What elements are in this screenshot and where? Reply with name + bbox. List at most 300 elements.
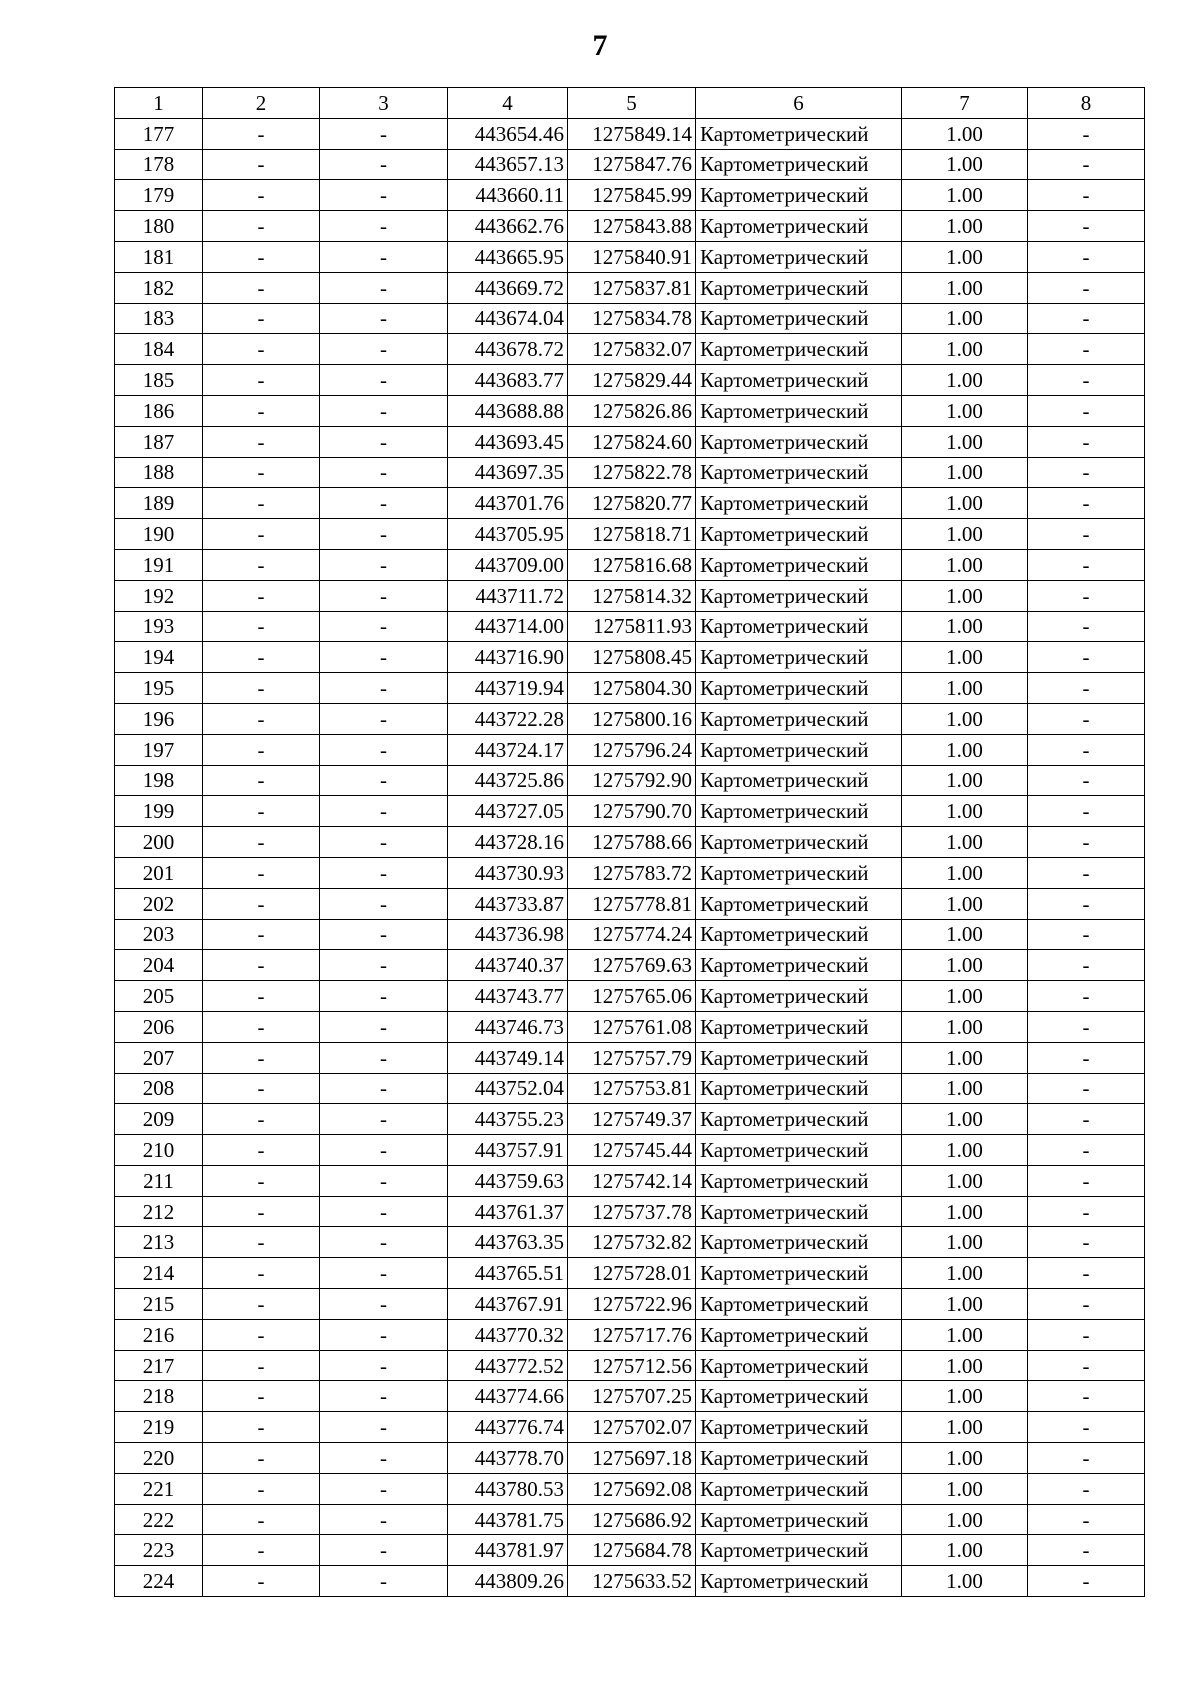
method-cell: Картометрический: [696, 796, 902, 827]
method-cell: Картометрический: [696, 334, 902, 365]
col2-cell: -: [203, 395, 320, 426]
col3-cell: -: [320, 1196, 448, 1227]
column-header: 4: [448, 88, 568, 119]
y-coordinate-cell: 1275792.90: [568, 765, 696, 796]
x-coordinate-cell: 443662.76: [448, 211, 568, 242]
col3-cell: -: [320, 211, 448, 242]
x-coordinate-cell: 443714.00: [448, 611, 568, 642]
col8-cell: -: [1028, 1104, 1145, 1135]
accuracy-cell: 1.00: [902, 1196, 1028, 1227]
col3-cell: -: [320, 1350, 448, 1381]
accuracy-cell: 1.00: [902, 1227, 1028, 1258]
method-cell: Картометрический: [696, 857, 902, 888]
x-coordinate-cell: 443763.35: [448, 1227, 568, 1258]
col3-cell: -: [320, 549, 448, 580]
accuracy-cell: 1.00: [902, 426, 1028, 457]
table-row: [115, 950, 1145, 981]
table-row: [115, 919, 1145, 950]
y-coordinate-cell: 1275692.08: [568, 1473, 696, 1504]
accuracy-cell: 1.00: [902, 1350, 1028, 1381]
x-coordinate-cell: 443716.90: [448, 642, 568, 673]
col3-cell: -: [320, 1381, 448, 1412]
table-row: [115, 827, 1145, 858]
col8-cell: -: [1028, 703, 1145, 734]
y-coordinate-cell: 1275814.32: [568, 580, 696, 611]
table-row: [115, 1289, 1145, 1320]
col2-cell: -: [203, 1566, 320, 1597]
method-cell: Картометрический: [696, 426, 902, 457]
col8-cell: -: [1028, 118, 1145, 149]
table-row: [115, 642, 1145, 673]
col8-cell: -: [1028, 1504, 1145, 1535]
y-coordinate-cell: 1275820.77: [568, 488, 696, 519]
x-coordinate-cell: 443778.70: [448, 1443, 568, 1474]
accuracy-cell: 1.00: [902, 1165, 1028, 1196]
y-coordinate-cell: 1275804.30: [568, 673, 696, 704]
table-row: [115, 1042, 1145, 1073]
col8-cell: -: [1028, 950, 1145, 981]
col8-cell: -: [1028, 1566, 1145, 1597]
y-coordinate-cell: 1275712.56: [568, 1350, 696, 1381]
col2-cell: -: [203, 211, 320, 242]
col3-cell: -: [320, 303, 448, 334]
table-row: [115, 1104, 1145, 1135]
method-cell: Картометрический: [696, 580, 902, 611]
table-body: [115, 118, 1145, 1596]
method-cell: Картометрический: [696, 1289, 902, 1320]
x-coordinate-cell: 443701.76: [448, 488, 568, 519]
accuracy-cell: 1.00: [902, 611, 1028, 642]
col8-cell: -: [1028, 919, 1145, 950]
col2-cell: -: [203, 241, 320, 272]
col2-cell: -: [203, 303, 320, 334]
point-number-cell: 210: [115, 1135, 203, 1166]
method-cell: Картометрический: [696, 673, 902, 704]
col2-cell: -: [203, 1258, 320, 1289]
table-row: [115, 149, 1145, 180]
method-cell: Картометрический: [696, 211, 902, 242]
point-number-cell: 192: [115, 580, 203, 611]
y-coordinate-cell: 1275707.25: [568, 1381, 696, 1412]
col3-cell: -: [320, 365, 448, 396]
y-coordinate-cell: 1275834.78: [568, 303, 696, 334]
accuracy-cell: 1.00: [902, 765, 1028, 796]
col2-cell: -: [203, 488, 320, 519]
accuracy-cell: 1.00: [902, 241, 1028, 272]
accuracy-cell: 1.00: [902, 1535, 1028, 1566]
table-header-row: [115, 88, 1145, 119]
point-number-cell: 203: [115, 919, 203, 950]
x-coordinate-cell: 443709.00: [448, 549, 568, 580]
col3-cell: -: [320, 1042, 448, 1073]
y-coordinate-cell: 1275843.88: [568, 211, 696, 242]
col3-cell: -: [320, 673, 448, 704]
accuracy-cell: 1.00: [902, 395, 1028, 426]
method-cell: Картометрический: [696, 1381, 902, 1412]
y-coordinate-cell: 1275753.81: [568, 1073, 696, 1104]
col8-cell: -: [1028, 365, 1145, 396]
col8-cell: -: [1028, 1042, 1145, 1073]
table-row: [115, 1196, 1145, 1227]
x-coordinate-cell: 443770.32: [448, 1319, 568, 1350]
accuracy-cell: 1.00: [902, 488, 1028, 519]
method-cell: Картометрический: [696, 1535, 902, 1566]
y-coordinate-cell: 1275790.70: [568, 796, 696, 827]
method-cell: Картометрический: [696, 1473, 902, 1504]
col8-cell: -: [1028, 1227, 1145, 1258]
x-coordinate-cell: 443809.26: [448, 1566, 568, 1597]
point-number-cell: 215: [115, 1289, 203, 1320]
y-coordinate-cell: 1275811.93: [568, 611, 696, 642]
col2-cell: -: [203, 334, 320, 365]
table-row: [115, 426, 1145, 457]
col2-cell: -: [203, 1135, 320, 1166]
column-header: 6: [696, 88, 902, 119]
col8-cell: -: [1028, 1535, 1145, 1566]
accuracy-cell: 1.00: [902, 1443, 1028, 1474]
col2-cell: -: [203, 827, 320, 858]
y-coordinate-cell: 1275742.14: [568, 1165, 696, 1196]
table-row: [115, 888, 1145, 919]
x-coordinate-cell: 443757.91: [448, 1135, 568, 1166]
col3-cell: -: [320, 1258, 448, 1289]
col8-cell: -: [1028, 580, 1145, 611]
col2-cell: -: [203, 857, 320, 888]
method-cell: Картометрический: [696, 180, 902, 211]
point-number-cell: 214: [115, 1258, 203, 1289]
x-coordinate-cell: 443765.51: [448, 1258, 568, 1289]
accuracy-cell: 1.00: [902, 1042, 1028, 1073]
column-header: 5: [568, 88, 696, 119]
x-coordinate-cell: 443772.52: [448, 1350, 568, 1381]
accuracy-cell: 1.00: [902, 857, 1028, 888]
point-number-cell: 178: [115, 149, 203, 180]
col8-cell: -: [1028, 1443, 1145, 1474]
table-row: [115, 1412, 1145, 1443]
point-number-cell: 194: [115, 642, 203, 673]
col8-cell: -: [1028, 642, 1145, 673]
point-number-cell: 182: [115, 272, 203, 303]
col3-cell: -: [320, 919, 448, 950]
y-coordinate-cell: 1275702.07: [568, 1412, 696, 1443]
method-cell: Картометрический: [696, 765, 902, 796]
col3-cell: -: [320, 1412, 448, 1443]
y-coordinate-cell: 1275778.81: [568, 888, 696, 919]
col2-cell: -: [203, 1104, 320, 1135]
accuracy-cell: 1.00: [902, 1566, 1028, 1597]
coordinates-table: [114, 87, 1145, 1597]
point-number-cell: 212: [115, 1196, 203, 1227]
col3-cell: -: [320, 611, 448, 642]
col8-cell: -: [1028, 1135, 1145, 1166]
col2-cell: -: [203, 1196, 320, 1227]
point-number-cell: 177: [115, 118, 203, 149]
col3-cell: -: [320, 149, 448, 180]
accuracy-cell: 1.00: [902, 457, 1028, 488]
x-coordinate-cell: 443722.28: [448, 703, 568, 734]
accuracy-cell: 1.00: [902, 334, 1028, 365]
col3-cell: -: [320, 426, 448, 457]
col8-cell: -: [1028, 981, 1145, 1012]
table-row: [115, 1073, 1145, 1104]
col3-cell: -: [320, 1535, 448, 1566]
method-cell: Картометрический: [696, 1443, 902, 1474]
point-number-cell: 188: [115, 457, 203, 488]
col3-cell: -: [320, 888, 448, 919]
col3-cell: -: [320, 580, 448, 611]
y-coordinate-cell: 1275808.45: [568, 642, 696, 673]
col8-cell: -: [1028, 395, 1145, 426]
x-coordinate-cell: 443725.86: [448, 765, 568, 796]
point-number-cell: 213: [115, 1227, 203, 1258]
point-number-cell: 208: [115, 1073, 203, 1104]
accuracy-cell: 1.00: [902, 1381, 1028, 1412]
col8-cell: -: [1028, 888, 1145, 919]
x-coordinate-cell: 443727.05: [448, 796, 568, 827]
point-number-cell: 206: [115, 1011, 203, 1042]
point-number-cell: 209: [115, 1104, 203, 1135]
y-coordinate-cell: 1275686.92: [568, 1504, 696, 1535]
y-coordinate-cell: 1275800.16: [568, 703, 696, 734]
col2-cell: -: [203, 1042, 320, 1073]
point-number-cell: 218: [115, 1381, 203, 1412]
col8-cell: -: [1028, 334, 1145, 365]
col8-cell: -: [1028, 734, 1145, 765]
col3-cell: -: [320, 703, 448, 734]
accuracy-cell: 1.00: [902, 303, 1028, 334]
y-coordinate-cell: 1275849.14: [568, 118, 696, 149]
col3-cell: -: [320, 981, 448, 1012]
method-cell: Картометрический: [696, 395, 902, 426]
col8-cell: -: [1028, 1350, 1145, 1381]
y-coordinate-cell: 1275749.37: [568, 1104, 696, 1135]
col8-cell: -: [1028, 549, 1145, 580]
x-coordinate-cell: 443736.98: [448, 919, 568, 950]
y-coordinate-cell: 1275769.63: [568, 950, 696, 981]
point-number-cell: 204: [115, 950, 203, 981]
point-number-cell: 221: [115, 1473, 203, 1504]
col3-cell: -: [320, 241, 448, 272]
col3-cell: -: [320, 1135, 448, 1166]
col3-cell: -: [320, 1104, 448, 1135]
method-cell: Картометрический: [696, 149, 902, 180]
col3-cell: -: [320, 765, 448, 796]
point-number-cell: 205: [115, 981, 203, 1012]
x-coordinate-cell: 443759.63: [448, 1165, 568, 1196]
point-number-cell: 187: [115, 426, 203, 457]
table-row: [115, 611, 1145, 642]
col2-cell: -: [203, 365, 320, 396]
x-coordinate-cell: 443683.77: [448, 365, 568, 396]
method-cell: Картометрический: [696, 1104, 902, 1135]
point-number-cell: 197: [115, 734, 203, 765]
col2-cell: -: [203, 549, 320, 580]
col2-cell: -: [203, 765, 320, 796]
table-row: [115, 857, 1145, 888]
accuracy-cell: 1.00: [902, 950, 1028, 981]
accuracy-cell: 1.00: [902, 519, 1028, 550]
col2-cell: -: [203, 703, 320, 734]
y-coordinate-cell: 1275774.24: [568, 919, 696, 950]
col2-cell: -: [203, 426, 320, 457]
col2-cell: -: [203, 1412, 320, 1443]
col8-cell: -: [1028, 1381, 1145, 1412]
col8-cell: -: [1028, 1412, 1145, 1443]
y-coordinate-cell: 1275824.60: [568, 426, 696, 457]
y-coordinate-cell: 1275732.82: [568, 1227, 696, 1258]
col8-cell: -: [1028, 1196, 1145, 1227]
table-row: [115, 272, 1145, 303]
col3-cell: -: [320, 1165, 448, 1196]
accuracy-cell: 1.00: [902, 827, 1028, 858]
table-row: [115, 180, 1145, 211]
method-cell: Картометрический: [696, 118, 902, 149]
col2-cell: -: [203, 1535, 320, 1566]
col2-cell: -: [203, 1504, 320, 1535]
table-row: [115, 1443, 1145, 1474]
x-coordinate-cell: 443752.04: [448, 1073, 568, 1104]
method-cell: Картометрический: [696, 1566, 902, 1597]
table-row: [115, 580, 1145, 611]
col2-cell: -: [203, 519, 320, 550]
col8-cell: -: [1028, 211, 1145, 242]
table-row: [115, 395, 1145, 426]
method-cell: Картометрический: [696, 888, 902, 919]
x-coordinate-cell: 443755.23: [448, 1104, 568, 1135]
col2-cell: -: [203, 950, 320, 981]
x-coordinate-cell: 443733.87: [448, 888, 568, 919]
point-number-cell: 211: [115, 1165, 203, 1196]
col8-cell: -: [1028, 488, 1145, 519]
y-coordinate-cell: 1275837.81: [568, 272, 696, 303]
point-number-cell: 222: [115, 1504, 203, 1535]
col2-cell: -: [203, 796, 320, 827]
table-row: [115, 734, 1145, 765]
x-coordinate-cell: 443780.53: [448, 1473, 568, 1504]
accuracy-cell: 1.00: [902, 580, 1028, 611]
y-coordinate-cell: 1275765.06: [568, 981, 696, 1012]
x-coordinate-cell: 443740.37: [448, 950, 568, 981]
col3-cell: -: [320, 334, 448, 365]
col8-cell: -: [1028, 303, 1145, 334]
point-number-cell: 186: [115, 395, 203, 426]
accuracy-cell: 1.00: [902, 703, 1028, 734]
col3-cell: -: [320, 950, 448, 981]
method-cell: Картометрический: [696, 919, 902, 950]
col3-cell: -: [320, 734, 448, 765]
y-coordinate-cell: 1275832.07: [568, 334, 696, 365]
column-header: 8: [1028, 88, 1145, 119]
x-coordinate-cell: 443693.45: [448, 426, 568, 457]
y-coordinate-cell: 1275737.78: [568, 1196, 696, 1227]
col2-cell: -: [203, 611, 320, 642]
col2-cell: -: [203, 673, 320, 704]
table-row: [115, 1535, 1145, 1566]
accuracy-cell: 1.00: [902, 365, 1028, 396]
col2-cell: -: [203, 981, 320, 1012]
point-number-cell: 207: [115, 1042, 203, 1073]
x-coordinate-cell: 443724.17: [448, 734, 568, 765]
col2-cell: -: [203, 888, 320, 919]
table-row: [115, 211, 1145, 242]
x-coordinate-cell: 443697.35: [448, 457, 568, 488]
point-number-cell: 219: [115, 1412, 203, 1443]
y-coordinate-cell: 1275697.18: [568, 1443, 696, 1474]
accuracy-cell: 1.00: [902, 1319, 1028, 1350]
accuracy-cell: 1.00: [902, 1504, 1028, 1535]
col2-cell: -: [203, 1227, 320, 1258]
method-cell: Картометрический: [696, 457, 902, 488]
accuracy-cell: 1.00: [902, 888, 1028, 919]
point-number-cell: 180: [115, 211, 203, 242]
col3-cell: -: [320, 1227, 448, 1258]
y-coordinate-cell: 1275826.86: [568, 395, 696, 426]
method-cell: Картометрический: [696, 1135, 902, 1166]
table-row: [115, 1011, 1145, 1042]
accuracy-cell: 1.00: [902, 642, 1028, 673]
col2-cell: -: [203, 1443, 320, 1474]
method-cell: Картометрический: [696, 1073, 902, 1104]
col3-cell: -: [320, 180, 448, 211]
col3-cell: -: [320, 272, 448, 303]
table-row: [115, 1165, 1145, 1196]
accuracy-cell: 1.00: [902, 549, 1028, 580]
point-number-cell: 196: [115, 703, 203, 734]
col8-cell: -: [1028, 1011, 1145, 1042]
col8-cell: -: [1028, 519, 1145, 550]
x-coordinate-cell: 443781.97: [448, 1535, 568, 1566]
method-cell: Картометрический: [696, 1196, 902, 1227]
table-row: [115, 1258, 1145, 1289]
point-number-cell: 185: [115, 365, 203, 396]
table-row: [115, 334, 1145, 365]
col3-cell: -: [320, 642, 448, 673]
point-number-cell: 199: [115, 796, 203, 827]
method-cell: Картометрический: [696, 1412, 902, 1443]
col8-cell: -: [1028, 180, 1145, 211]
col8-cell: -: [1028, 1258, 1145, 1289]
table-row: [115, 1319, 1145, 1350]
method-cell: Картометрический: [696, 1258, 902, 1289]
x-coordinate-cell: 443749.14: [448, 1042, 568, 1073]
col8-cell: -: [1028, 426, 1145, 457]
col3-cell: -: [320, 118, 448, 149]
y-coordinate-cell: 1275829.44: [568, 365, 696, 396]
accuracy-cell: 1.00: [902, 1258, 1028, 1289]
y-coordinate-cell: 1275845.99: [568, 180, 696, 211]
accuracy-cell: 1.00: [902, 1073, 1028, 1104]
table-row: [115, 457, 1145, 488]
col2-cell: -: [203, 180, 320, 211]
y-coordinate-cell: 1275822.78: [568, 457, 696, 488]
accuracy-cell: 1.00: [902, 673, 1028, 704]
col2-cell: -: [203, 118, 320, 149]
method-cell: Картометрический: [696, 1227, 902, 1258]
x-coordinate-cell: 443657.13: [448, 149, 568, 180]
method-cell: Картометрический: [696, 827, 902, 858]
col2-cell: -: [203, 1381, 320, 1412]
table-row: [115, 981, 1145, 1012]
y-coordinate-cell: 1275684.78: [568, 1535, 696, 1566]
col3-cell: -: [320, 1319, 448, 1350]
method-cell: Картометрический: [696, 734, 902, 765]
method-cell: Картометрический: [696, 611, 902, 642]
x-coordinate-cell: 443728.16: [448, 827, 568, 858]
col8-cell: -: [1028, 796, 1145, 827]
table-row: [115, 765, 1145, 796]
accuracy-cell: 1.00: [902, 1011, 1028, 1042]
x-coordinate-cell: 443767.91: [448, 1289, 568, 1320]
